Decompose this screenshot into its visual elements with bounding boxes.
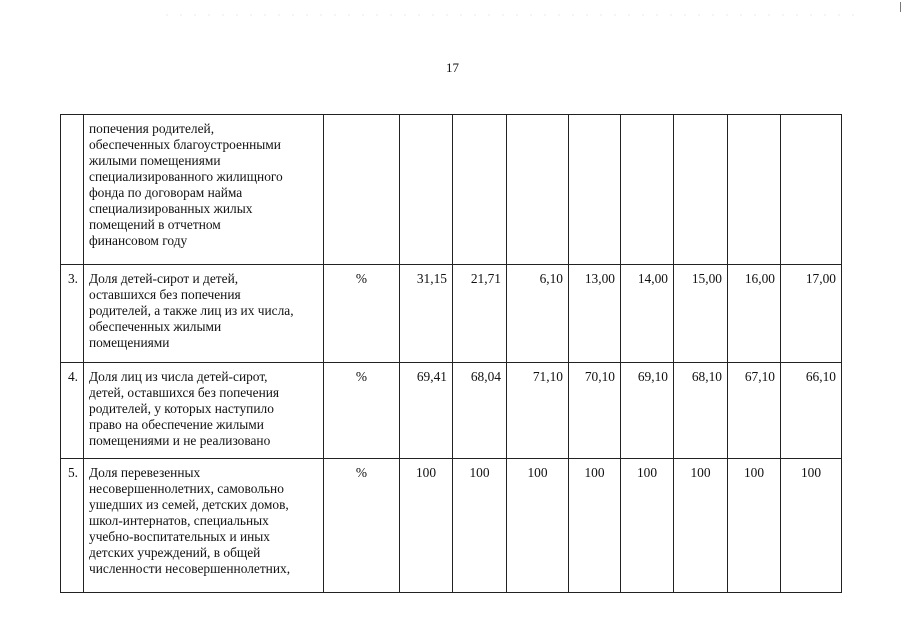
value-cell bbox=[781, 115, 842, 265]
value-cell: 13,00 bbox=[569, 265, 621, 363]
value-cell: 15,00 bbox=[674, 265, 728, 363]
value-cell bbox=[621, 115, 674, 265]
value-cell bbox=[400, 115, 453, 265]
indicators-table bbox=[60, 114, 842, 593]
row-number: 4. bbox=[61, 363, 84, 459]
row-number: 3. bbox=[61, 265, 84, 363]
table-row bbox=[61, 265, 842, 363]
value-cell: 100 bbox=[674, 459, 728, 593]
value-cell: 100 bbox=[621, 459, 674, 593]
value-cell bbox=[728, 115, 781, 265]
row-number bbox=[61, 115, 84, 265]
value-cell: 21,71 bbox=[453, 265, 507, 363]
value-cell: 68,04 bbox=[453, 363, 507, 459]
value-cell: 69,41 bbox=[400, 363, 453, 459]
value-cell: 100 bbox=[453, 459, 507, 593]
value-cell: 16,00 bbox=[728, 265, 781, 363]
table-row bbox=[61, 115, 842, 265]
value-cell bbox=[453, 115, 507, 265]
page-number: 17 bbox=[446, 60, 459, 75]
table-row bbox=[61, 459, 842, 593]
indicator-name: Доля лиц из числа детей-сирот, детей, оставшихся без попечения родителей, у которых наступило право на обеспечение жилыми помещениями и не реализовано bbox=[84, 363, 324, 459]
value-cell: 6,10 bbox=[507, 265, 569, 363]
unit-cell: % bbox=[324, 459, 400, 593]
table-row bbox=[61, 363, 842, 459]
unit-cell: % bbox=[324, 363, 400, 459]
value-cell: 100 bbox=[781, 459, 842, 593]
value-cell bbox=[569, 115, 621, 265]
value-cell: 69,10 bbox=[621, 363, 674, 459]
indicator-name: попечения родителей, обеспеченных благоустроенными жилыми помещениями специализированного жилищного фонда по договорам найма специализированных жилых помещений в отчетном финансовом году bbox=[84, 115, 324, 265]
indicator-name: Доля детей-сирот и детей, оставшихся без попечения родителей, а также лиц из их числа, обеспеченных жилыми помещениями bbox=[84, 265, 324, 363]
value-cell: 67,10 bbox=[728, 363, 781, 459]
value-cell bbox=[674, 115, 728, 265]
value-cell: 17,00 bbox=[781, 265, 842, 363]
value-cell: 68,10 bbox=[674, 363, 728, 459]
value-cell: 100 bbox=[507, 459, 569, 593]
value-cell bbox=[507, 115, 569, 265]
value-cell: 100 bbox=[569, 459, 621, 593]
value-cell: 100 bbox=[400, 459, 453, 593]
indicator-name: Доля перевезенных несовершеннолетних, самовольно ушедших из семей, детских домов, школ-интернатов, специальных учебно-воспитательных и иных детских учреждений, в общей численности несовершеннолетних, bbox=[84, 459, 324, 593]
value-cell: 70,10 bbox=[569, 363, 621, 459]
row-number: 5. bbox=[61, 459, 84, 593]
value-cell: 31,15 bbox=[400, 265, 453, 363]
value-cell: 66,10 bbox=[781, 363, 842, 459]
value-cell: 71,10 bbox=[507, 363, 569, 459]
value-cell: 100 bbox=[728, 459, 781, 593]
unit-cell: % bbox=[324, 265, 400, 363]
unit-cell bbox=[324, 115, 400, 265]
value-cell: 14,00 bbox=[621, 265, 674, 363]
scan-artifact-dots bbox=[160, 14, 860, 16]
scan-edge-mark bbox=[900, 2, 901, 12]
